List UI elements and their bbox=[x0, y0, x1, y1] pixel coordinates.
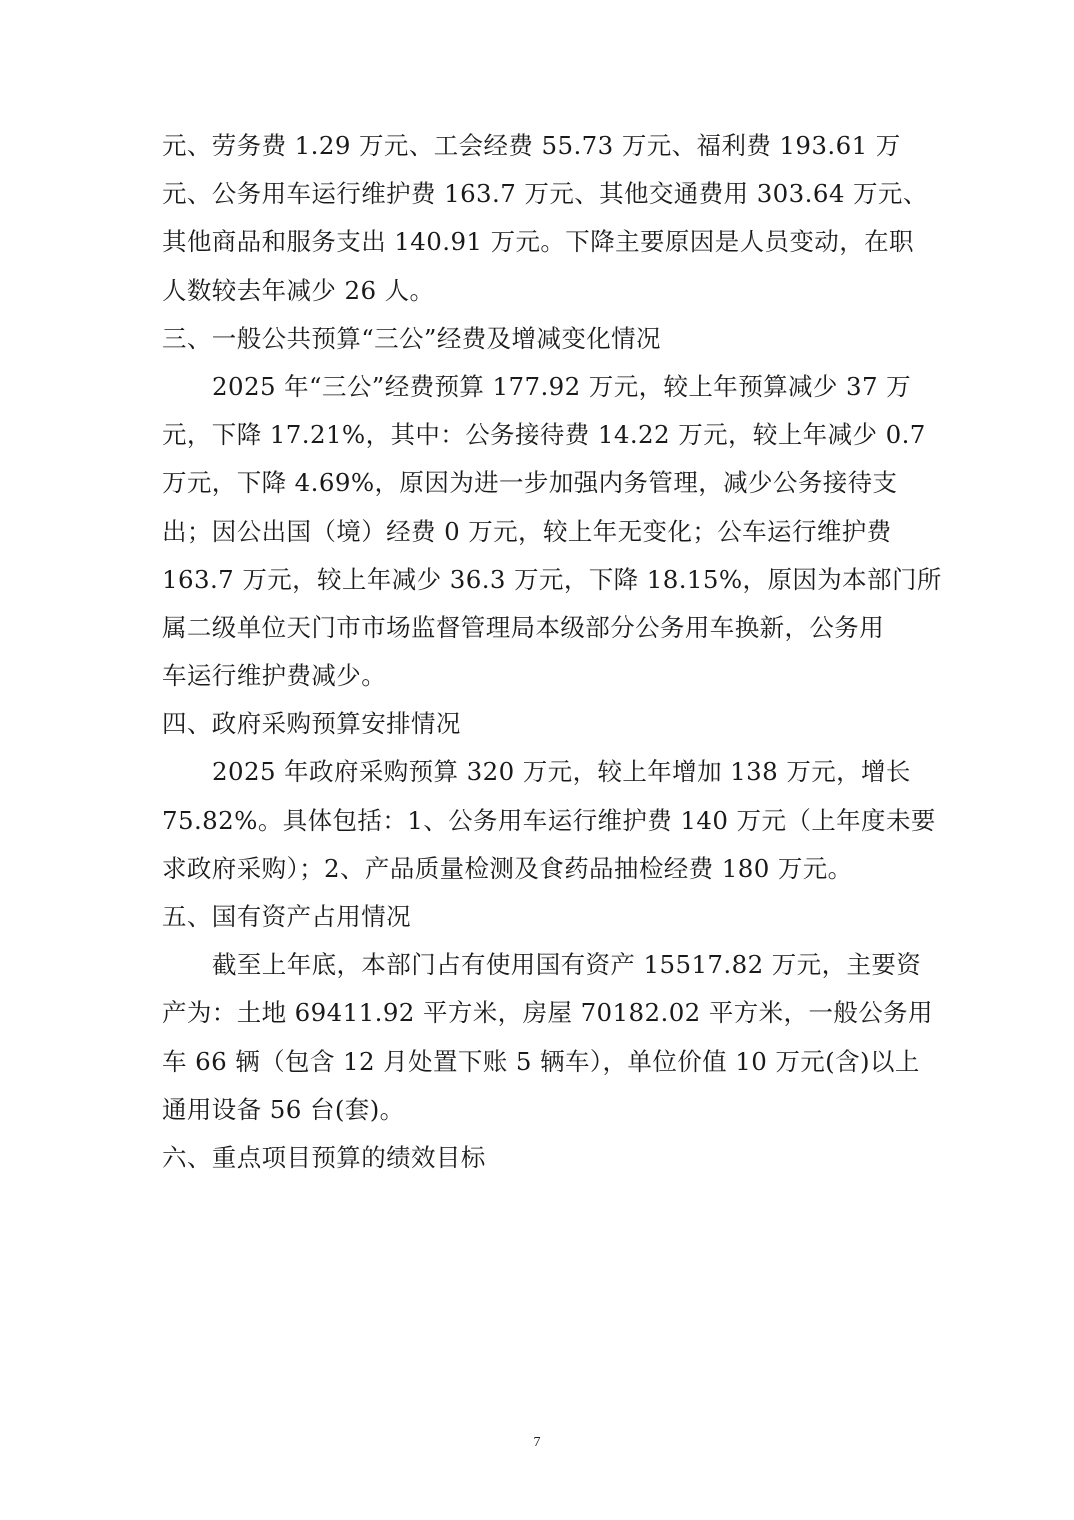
section-heading-3: 三、一般公共预算“三公”经费及增减变化情况 bbox=[162, 323, 661, 353]
paragraph-line: 其他商品和服务支出 140.91 万元。下降主要原因是人员变动，在职 bbox=[162, 227, 914, 257]
paragraph-line: 属二级单位天门市市场监督管理局本级部分公务用车换新，公务用 bbox=[162, 612, 885, 642]
paragraph-line: 万元，下降 4.69%，原因为进一步加强内务管理，减少公务接待支 bbox=[162, 468, 898, 498]
document-body bbox=[162, 122, 942, 1182]
paragraph-line: 元，下降 17.21%，其中：公务接待费 14.22 万元，较上年减少 0.7 bbox=[162, 420, 926, 450]
section-heading-6: 六、重点项目预算的绩效目标 bbox=[162, 1142, 486, 1172]
section-heading-5: 五、国有资产占用情况 bbox=[162, 902, 411, 931]
paragraph-line: 求政府采购）；2、产品质量检测及食药品抽检经费 180 万元。 bbox=[162, 853, 853, 883]
paragraph-line: 通用设备 56 台(套)。 bbox=[162, 1094, 405, 1124]
paragraph-line: 产为：土地 69411.92 平方米，房屋 70182.02 平方米，一般公务用 bbox=[162, 998, 933, 1028]
paragraph-line: 163.7 万元，较上年减少 36.3 万元，下降 18.15%，原因为本部门所 bbox=[162, 564, 942, 594]
paragraph-line: 75.82%。具体包括：1、公务用车运行维护费 140 万元（上年度未要 bbox=[162, 805, 936, 835]
paragraph-line: 截至上年底，本部门占有使用国有资产 15517.82 万元，主要资 bbox=[212, 950, 922, 980]
paragraph-line: 人数较去年减少 26 人。 bbox=[162, 275, 435, 305]
paragraph-line: 车运行维护费减少。 bbox=[162, 661, 387, 691]
paragraph-line: 2025 年“三公”经费预算 177.92 万元，较上年预算减少 37 万 bbox=[212, 371, 912, 401]
paragraph-line: 元、劳务费 1.29 万元、工会经费 55.73 万元、福利费 193.61 万 bbox=[162, 131, 901, 160]
page-number: 7 bbox=[533, 1435, 541, 1450]
paragraph-line: 出；因公出国（境）经费 0 万元，较上年无变化；公车运行维护费 bbox=[162, 516, 892, 546]
paragraph-line: 元、公务用车运行维护费 163.7 万元、其他交通费用 303.64 万元、 bbox=[162, 179, 928, 209]
paragraph-line: 2025 年政府采购预算 320 万元，较上年增加 138 万元，增长 bbox=[212, 757, 911, 787]
section-heading-4: 四、政府采购预算安排情况 bbox=[162, 709, 461, 739]
paragraph-line: 车 66 辆（包含 12 月处置下账 5 辆车），单位价值 10 万元(含)以上 bbox=[162, 1046, 920, 1076]
